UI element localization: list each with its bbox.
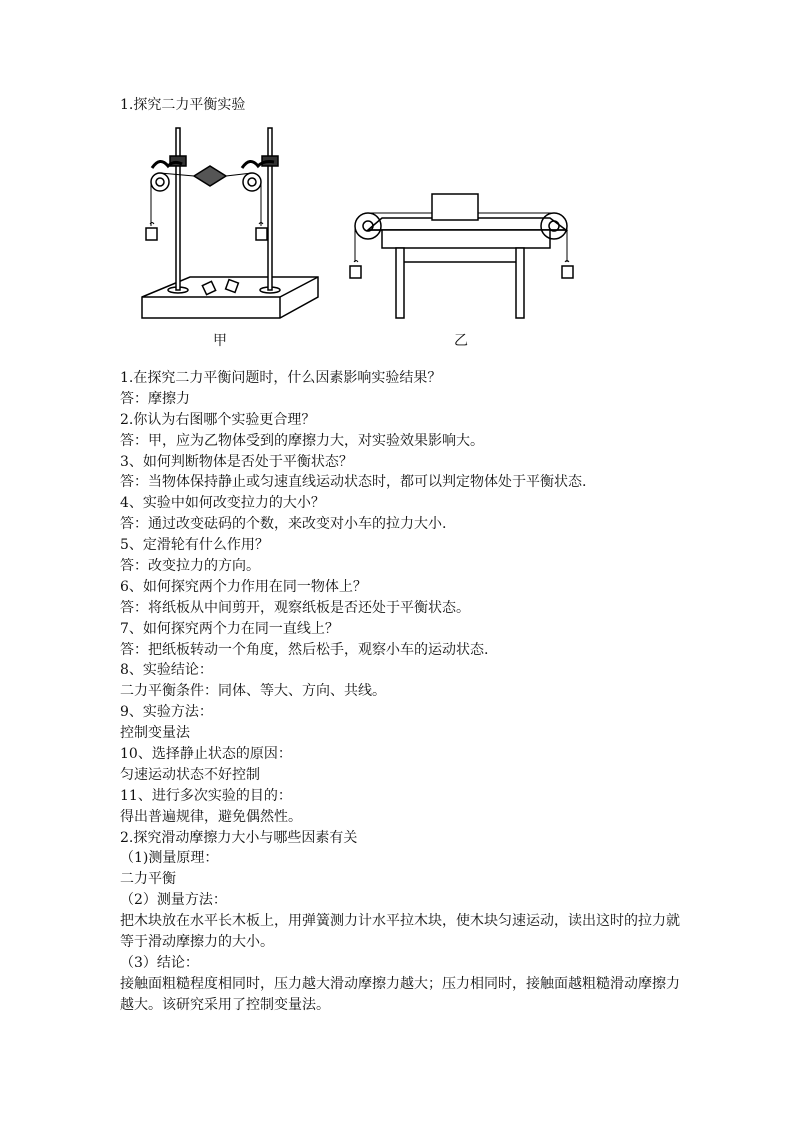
text-line: （3）结论： (120, 954, 199, 971)
text-line: 答：当物体保持静止或匀速直线运动状态时，都可以判定物体处于平衡状态. (120, 474, 587, 491)
text-line: 控制变量法 (120, 725, 190, 742)
text-line: 答：将纸板从中间剪开，观察纸板是否还处于平衡状态。 (120, 599, 470, 616)
text-line: 得出普遍规律，避免偶然性。 (120, 808, 302, 825)
experiment-figure (130, 122, 600, 358)
text-line: 11、进行多次实验的目的： (120, 787, 292, 804)
apparatus-b (350, 194, 573, 318)
text-line: （1)测量原理： (120, 850, 219, 867)
section-title: 1.探究二力平衡实验 (120, 97, 246, 113)
text-line: 答：通过改变砝码的个数，来改变对小车的拉力大小. (120, 516, 447, 533)
text-paragraph: 把木块放在水平长木板上，用弹簧测力计水平拉木块，使木块匀速运动，读出这时的拉力就等于滑动摩擦力的大小。 (120, 913, 680, 951)
text-paragraph: 接触面粗糙程度相同时，压力越大滑动摩擦力越大；压力相同时，接触面越粗糙滑动摩擦力越大。该研究采用了控制变量法。 (120, 975, 680, 1013)
apparatus-a (142, 128, 318, 318)
text-line: 6、如何探究两个力作用在同一物体上？ (120, 578, 367, 595)
section-heading: 2.探究滑动摩擦力大小与哪些因素有关 (120, 829, 358, 846)
text-line: 1.在探究二力平衡问题时，什么因素影响实验结果？ (120, 370, 442, 386)
text-line: 匀速运动状态不好控制 (120, 766, 260, 783)
text-line: 4、实验中如何改变拉力的大小？ (120, 495, 325, 512)
text-line: 3、如何判断物体是否处于平衡状态？ (120, 453, 353, 470)
text-line: 答：改变拉力的方向。 (120, 558, 260, 575)
figure-caption-a: 甲 (213, 333, 227, 349)
text-line: 10、选择静止状态的原因： (120, 746, 292, 763)
qa-body (120, 368, 680, 1016)
text-line: （2）测量方法： (120, 892, 227, 909)
text-line: 9、实验方法： (120, 704, 213, 721)
text-line: 二力平衡 (120, 871, 176, 888)
figure-caption-b: 乙 (454, 333, 468, 349)
text-line: 8、实验结论： (120, 662, 213, 679)
text-line: 7、如何探究两个力在同一直线上？ (120, 620, 339, 637)
text-line: 5、定滑轮有什么作用？ (120, 537, 269, 554)
text-line: 答：把纸板转动一个角度，然后松手，观察小车的运动状态. (120, 641, 489, 658)
text-line: 答：甲，应为乙物体受到的摩擦力大，对实验效果影响大。 (120, 432, 484, 449)
text-line: 2.你认为右图哪个实验更合理？ (120, 411, 316, 428)
text-line: 答：摩擦力 (120, 390, 190, 407)
text-line: 二力平衡条件：同体、等大、方向、共线。 (120, 683, 386, 700)
